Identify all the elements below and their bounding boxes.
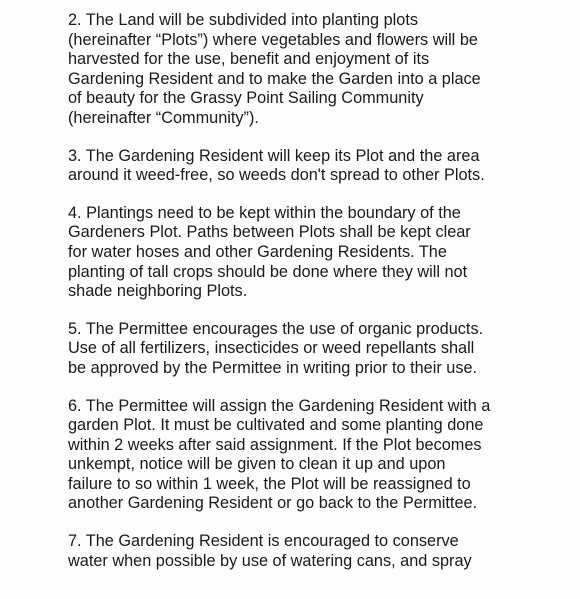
text-line: within 2 weeks after said assignment. If the Plot becomes	[68, 435, 482, 454]
paragraph-2-land-subdivision	[68, 11, 568, 129]
document-body	[68, 11, 568, 589]
paragraph-4-plantings-boundary	[68, 204, 568, 302]
text-line: harvested for the use, benefit and enjoyment of its	[68, 50, 430, 69]
text-line: failure to so within 1 week, the Plot will be reassigned to	[68, 474, 471, 493]
text-line: 7. The Gardening Resident is encouraged to conserve	[68, 532, 459, 551]
text-line: planting of tall crops should be done where they will not	[68, 262, 468, 281]
text-line: (hereinafter “Community”).	[68, 108, 259, 127]
text-line: Use of all fertilizers, insecticides or weed repellants shall	[68, 339, 475, 358]
paragraph-7-conserve-water	[68, 532, 568, 571]
text-line: (hereinafter “Plots”) where vegetables and flowers will be	[68, 30, 478, 49]
text-line: another Gardening Resident or go back to the Permittee.	[68, 494, 478, 513]
text-line: around it weed-free, so weeds don't spread to other Plots.	[68, 166, 485, 185]
text-line: for water hoses and other Gardening Residents. The	[68, 242, 447, 261]
text-line: water when possible by use of watering cans, and spray	[68, 551, 472, 570]
text-line: 6. The Permittee will assign the Gardening Resident with a	[68, 396, 491, 415]
text-line: Gardening Resident and to make the Garden into a place	[68, 69, 481, 88]
text-line: be approved by the Permittee in writing prior to their use.	[68, 358, 478, 377]
text-line: of beauty for the Grassy Point Sailing Community	[68, 89, 424, 108]
text-line: 5. The Permittee encourages the use of organic products.	[68, 319, 484, 338]
text-line: 3. The Gardening Resident will keep its Plot and the area	[68, 146, 480, 165]
text-line: 4. Plantings need to be kept within the boundary of the	[68, 203, 461, 222]
paragraph-6-plot-assignment	[68, 397, 568, 515]
text-line: unkempt, notice will be given to clean it up and upon	[68, 455, 446, 474]
text-line: Gardeners Plot. Paths between Plots shall be kept clear	[68, 223, 471, 242]
paragraph-3-weed-free	[68, 147, 568, 186]
text-line: shade neighboring Plots.	[68, 282, 248, 301]
text-line: 2. The Land will be subdivided into planting plots	[68, 11, 418, 29]
text-line: garden Plot. It must be cultivated and some planting done	[68, 416, 484, 435]
paragraph-5-organic-products	[68, 320, 568, 379]
